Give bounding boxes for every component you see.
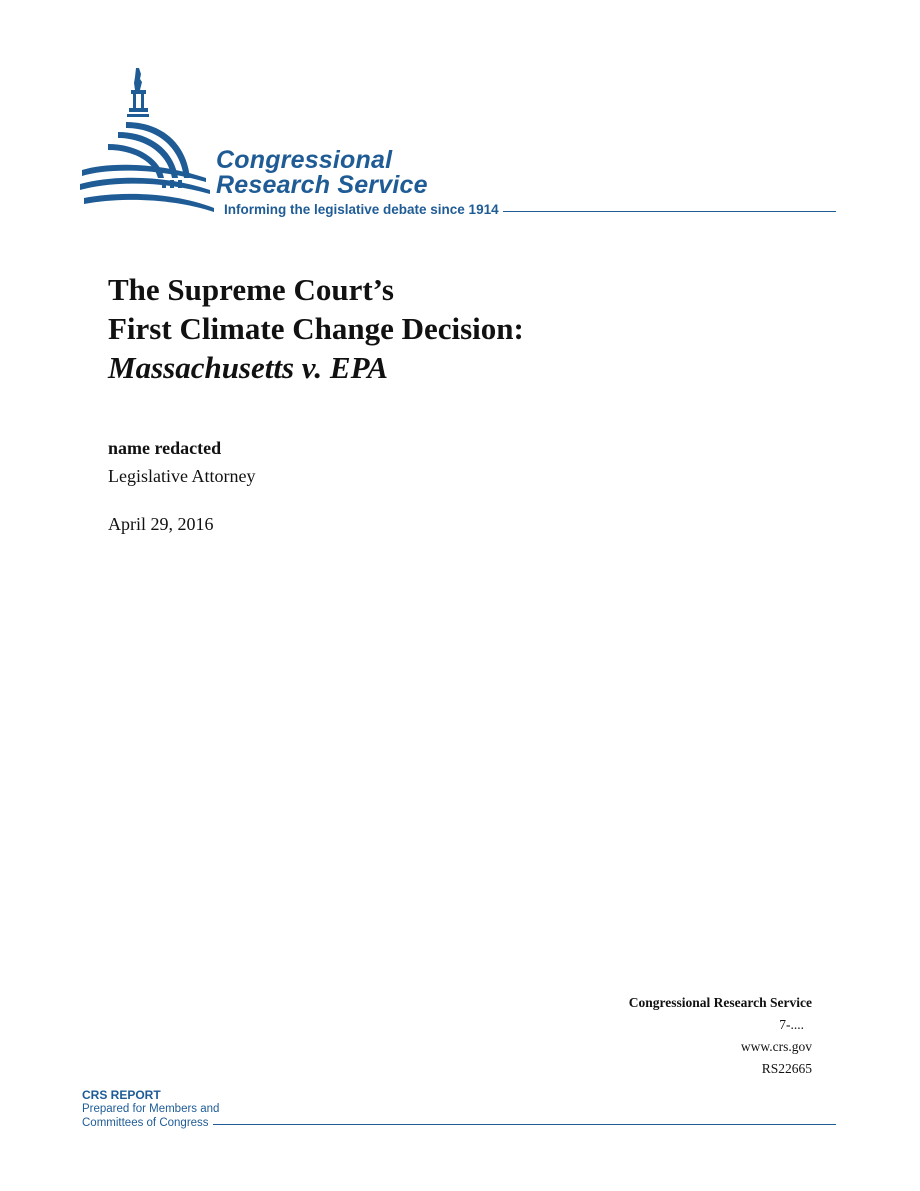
contact-block: [629, 992, 812, 1080]
report-title: [108, 270, 524, 387]
title-line-3: Massachusetts v. EPA: [108, 350, 388, 385]
logo-tagline: Informing the legislative debate since 1914: [224, 201, 499, 217]
title-line-1: The Supreme Court’s: [108, 272, 394, 307]
logo-divider: [503, 211, 836, 212]
logo-name-line1: Congressional: [216, 146, 393, 174]
crs-logo: [78, 66, 838, 222]
crs-report-label: [82, 1088, 836, 1130]
crs-report-row: [82, 1116, 836, 1130]
footer-organization: Congressional Research Service: [628, 995, 812, 1010]
capitol-dome-icon: [78, 66, 218, 216]
author-name: name redacted: [108, 438, 222, 458]
logo-tagline-row: [224, 200, 836, 218]
title-line-2: First Climate Change Decision:: [108, 311, 524, 346]
crs-report-line1: Prepared for Members and: [82, 1103, 220, 1115]
crs-report-divider: [213, 1124, 836, 1125]
logo-name-line2: Research Service: [216, 171, 428, 199]
crs-report-title: CRS REPORT: [82, 1088, 161, 1102]
footer-phone: 7-....: [779, 1017, 804, 1032]
crs-report-line2: Committees of Congress: [82, 1117, 209, 1129]
author-role: Legislative Attorney: [108, 466, 256, 486]
footer-website[interactable]: www.crs.gov: [740, 1039, 812, 1054]
footer-report-number: RS22665: [761, 1061, 812, 1076]
report-date: April 29, 2016: [108, 514, 214, 534]
